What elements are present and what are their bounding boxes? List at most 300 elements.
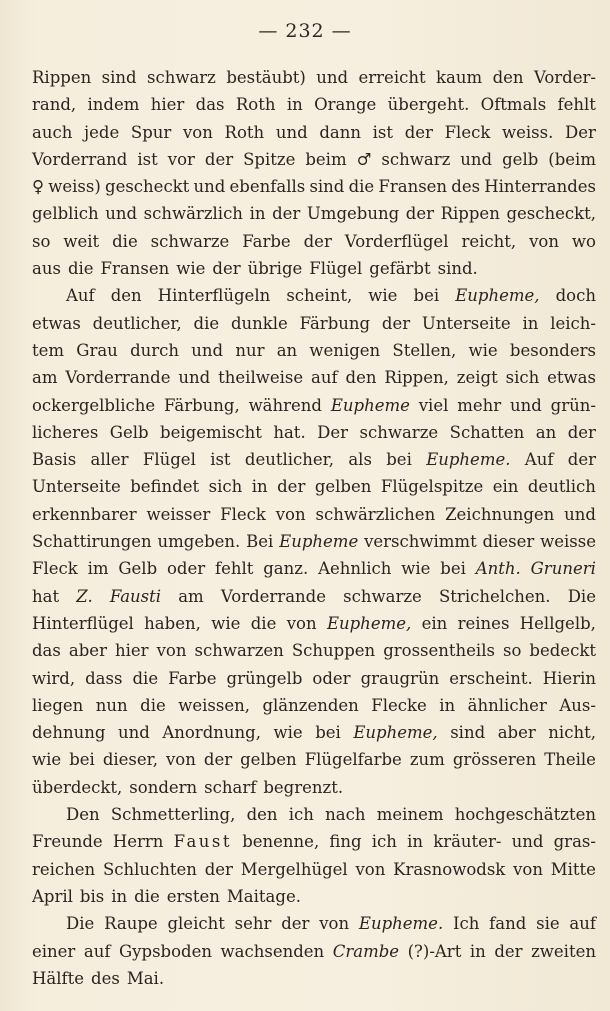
- word: Rippen: [32, 68, 92, 87]
- word: dann: [319, 122, 361, 142]
- word: Raupe: [104, 914, 158, 934]
- word: gescheckt: [105, 177, 190, 197]
- word: Hierin: [542, 668, 596, 688]
- word: bei: [386, 450, 412, 470]
- word: sich: [505, 368, 540, 388]
- text-line: [32, 555, 596, 582]
- word: Hinterrandes: [484, 177, 596, 197]
- body-text: [32, 64, 596, 992]
- word: bei: [69, 750, 95, 770]
- word: weiss.: [502, 122, 554, 142]
- word: Flecke: [371, 695, 427, 715]
- word: grossentheils: [383, 641, 495, 661]
- word: in: [439, 695, 456, 715]
- word: erreicht: [358, 68, 426, 87]
- word: nach: [325, 805, 366, 825]
- word: nur: [235, 340, 265, 360]
- word: Basis: [32, 450, 77, 470]
- word: ist: [210, 450, 231, 470]
- word: von: [286, 613, 317, 633]
- word: nun: [95, 695, 128, 715]
- word: Theile: [544, 750, 596, 770]
- word: ockergelbliche: [32, 395, 156, 415]
- word: sind: [450, 723, 486, 743]
- word: den: [110, 286, 142, 306]
- word: und: [193, 177, 226, 197]
- text-line: [32, 310, 596, 337]
- word: ersten: [166, 886, 220, 906]
- word: aber: [497, 723, 536, 743]
- word: Orange: [314, 95, 377, 115]
- text-line: [32, 392, 596, 419]
- italic-word: Anth.: [475, 559, 521, 579]
- word: der: [277, 477, 306, 497]
- word: Unterseite: [421, 313, 511, 333]
- word: (?)-Art: [407, 941, 462, 961]
- word: der: [212, 259, 241, 279]
- word: Mergelhügel: [240, 859, 348, 879]
- word: den: [246, 805, 278, 825]
- word: und: [117, 723, 150, 743]
- word: der: [303, 231, 332, 251]
- italic-word: Eupheme,: [455, 286, 540, 306]
- word: aus: [32, 259, 61, 279]
- word: tem: [32, 340, 65, 360]
- word: von: [275, 504, 306, 524]
- word: bedeckt: [529, 641, 596, 661]
- text-line: [32, 419, 596, 446]
- word: Vorderrande: [220, 586, 326, 606]
- word: gelben: [240, 750, 297, 770]
- word: glänzenden: [262, 695, 359, 715]
- word: schwärzlich: [143, 204, 243, 224]
- italic-word: Gruneri: [530, 559, 596, 579]
- word: von: [182, 122, 213, 142]
- text-line: [32, 719, 596, 746]
- word: Oftmals: [480, 95, 547, 115]
- word: schwarzen: [194, 641, 284, 661]
- word: Vorderrand: [32, 149, 128, 169]
- word: Färbung: [299, 313, 371, 333]
- word: gelblich: [32, 204, 99, 224]
- word: hat.: [273, 422, 306, 442]
- word: Maitage.: [226, 886, 301, 906]
- word: in: [111, 886, 128, 906]
- word: die: [140, 695, 166, 715]
- word: jede: [84, 122, 120, 142]
- word: an: [276, 340, 298, 360]
- word: grösseren: [452, 750, 537, 770]
- word: das: [32, 641, 61, 661]
- word: Stellen,: [392, 340, 457, 360]
- text-line: [32, 173, 596, 200]
- word: grün-: [550, 395, 596, 415]
- word: Flügel: [142, 450, 196, 470]
- word: gescheckt,: [506, 204, 596, 224]
- word: ist: [137, 149, 158, 169]
- word: Freunde: [32, 832, 103, 852]
- word: an: [535, 422, 557, 442]
- word: und: [511, 832, 544, 852]
- word: den: [345, 368, 377, 388]
- word: wie: [176, 259, 206, 279]
- word: Auf: [66, 286, 95, 306]
- word: Grau: [76, 340, 118, 360]
- word: den: [492, 68, 524, 87]
- word: ♀: [32, 177, 45, 197]
- word: sondern: [129, 777, 198, 797]
- text-line: [32, 746, 596, 773]
- word: der: [204, 149, 234, 169]
- italic-word: Crambe: [332, 941, 400, 961]
- word: zeigt: [456, 368, 498, 388]
- text-line: [32, 856, 596, 883]
- word: in: [249, 204, 266, 224]
- word: aber: [68, 641, 107, 661]
- word: so: [502, 641, 522, 661]
- word: Der: [565, 122, 596, 142]
- word: licheres: [32, 422, 99, 442]
- word: sich: [208, 477, 243, 497]
- word: und: [105, 204, 138, 224]
- word: der: [203, 750, 233, 770]
- word: etwas: [32, 313, 81, 333]
- word: bei: [315, 723, 341, 743]
- word: zum: [409, 750, 445, 770]
- word: am: [32, 368, 58, 388]
- word: weisser: [146, 504, 211, 524]
- word: rand,: [32, 95, 77, 115]
- word: Bei: [246, 532, 274, 552]
- word: wie: [401, 559, 431, 579]
- word: Die: [66, 914, 95, 934]
- word: viel: [418, 395, 449, 415]
- word: oder: [167, 559, 206, 579]
- word: hier: [150, 95, 185, 115]
- word: auf: [83, 941, 111, 961]
- text-line: [32, 774, 596, 801]
- word: bei: [440, 559, 466, 579]
- word: fand: [489, 914, 527, 934]
- word: Farbe: [242, 231, 291, 251]
- word: Gelb: [109, 422, 149, 442]
- word: wo: [571, 231, 596, 251]
- word: besonders: [509, 340, 596, 360]
- word: der: [405, 204, 434, 224]
- word: übergeht.: [387, 95, 470, 115]
- word: und: [460, 149, 493, 169]
- word: Hinterflügel: [32, 613, 134, 633]
- word: Fransen: [100, 259, 170, 279]
- word: die: [193, 313, 220, 333]
- text-line: [32, 801, 596, 828]
- word: bestäubt): [226, 68, 306, 87]
- word: sind: [309, 177, 345, 197]
- word: so: [32, 231, 51, 251]
- word: etwas: [547, 368, 596, 388]
- word: bei: [413, 286, 440, 306]
- italic-word: Eupheme.: [358, 914, 444, 934]
- word: auf: [311, 368, 338, 388]
- word: Spitze: [243, 149, 296, 169]
- word: doch: [555, 286, 596, 306]
- word: Die: [567, 586, 596, 606]
- word: am: [178, 586, 204, 606]
- word: Schatten: [449, 422, 525, 442]
- word: ♂: [356, 149, 372, 169]
- word: meinem: [376, 805, 444, 825]
- text-line: [32, 228, 596, 255]
- word: Mai.: [126, 968, 165, 988]
- italic-word: Eupheme.: [426, 450, 511, 470]
- word: fehlt: [557, 95, 596, 115]
- text-line: [32, 501, 596, 528]
- word: und: [564, 504, 596, 524]
- text-line: [32, 255, 596, 282]
- word: ähnlicher: [467, 695, 547, 715]
- word: schwarze: [150, 231, 230, 251]
- text-line: [32, 938, 596, 965]
- text-line: [32, 146, 596, 173]
- word: bis: [79, 886, 105, 906]
- italic-word: Eupheme: [330, 395, 410, 415]
- word: scheint,: [286, 286, 353, 306]
- word: Unterseite: [32, 477, 121, 497]
- word: die: [250, 613, 277, 633]
- italic-word: Z.: [76, 586, 93, 606]
- word: fehlt: [215, 559, 254, 579]
- word: Gypsboden: [119, 941, 212, 961]
- word: beigemischt: [160, 422, 262, 442]
- word: Roth: [224, 122, 265, 142]
- word: einer: [32, 941, 76, 961]
- text-line: [32, 828, 596, 855]
- word: Anordnung,: [162, 723, 261, 743]
- word: Fleck: [220, 504, 266, 524]
- word: fing: [329, 832, 362, 852]
- word: gelben: [314, 477, 372, 497]
- word: Zeichnungen: [445, 504, 555, 524]
- word: Gelb: [118, 559, 158, 579]
- word: hat: [32, 586, 60, 606]
- word: auch: [32, 122, 73, 142]
- word: von: [355, 859, 386, 879]
- word: gleicht: [167, 914, 225, 934]
- word: dieser: [482, 532, 535, 552]
- word: vor: [167, 149, 195, 169]
- word: in: [469, 941, 486, 961]
- word: schwarz: [147, 68, 216, 87]
- word: Rippen,: [384, 368, 449, 388]
- word: Spur: [130, 122, 172, 142]
- word: hochgeschätzten: [454, 805, 596, 825]
- word: Farbe: [168, 668, 217, 688]
- text-line: [32, 528, 596, 555]
- word: wie: [368, 286, 398, 306]
- word: oder: [312, 668, 351, 688]
- word: dass: [85, 668, 123, 688]
- word: das: [195, 95, 225, 115]
- italic-word: Fausti: [109, 586, 162, 606]
- word: schwarze: [343, 586, 422, 606]
- word: Hellgelb,: [519, 613, 596, 633]
- text-line: [32, 446, 596, 473]
- text-line: [32, 692, 596, 719]
- word: von: [513, 859, 543, 879]
- word: umgeben.: [157, 532, 241, 552]
- word: Strichelchen.: [439, 586, 551, 606]
- word: in: [286, 95, 303, 115]
- word: übrige: [247, 259, 303, 279]
- word: deutlicher,: [92, 313, 182, 333]
- word: sind.: [437, 259, 478, 279]
- page-number: — 232 —: [258, 20, 352, 42]
- word: ein: [492, 477, 519, 497]
- word: benenne,: [242, 832, 320, 852]
- word: ganz.: [263, 559, 309, 579]
- word: reichen: [32, 859, 96, 879]
- word: wird,: [32, 668, 76, 688]
- word: wie: [468, 340, 498, 360]
- word: reines: [457, 613, 510, 633]
- word: überdeckt,: [32, 777, 123, 797]
- word: kräuter-: [433, 832, 502, 852]
- word: Schattirungen: [32, 532, 152, 552]
- word: Faust: [173, 832, 233, 852]
- word: indem: [87, 95, 140, 115]
- word: leich-: [550, 313, 596, 333]
- word: Fleck: [444, 122, 491, 142]
- word: wenigen: [309, 340, 381, 360]
- word: Krasnowodsk: [393, 859, 506, 879]
- text-line: [32, 883, 596, 910]
- italic-word: Eupheme,: [353, 723, 438, 743]
- word: schwärzlichen: [315, 504, 436, 524]
- word: weisse: [540, 532, 596, 552]
- word: in: [251, 477, 268, 497]
- word: mehr: [457, 395, 502, 415]
- word: sehr: [234, 914, 272, 934]
- word: im: [87, 559, 109, 579]
- word: graugrün: [360, 668, 440, 688]
- word: von: [165, 750, 196, 770]
- word: schwarze: [359, 422, 439, 442]
- word: ich: [288, 805, 314, 825]
- word: Schmetterling,: [110, 805, 236, 825]
- text-line: [32, 200, 596, 227]
- word: sind: [101, 68, 137, 87]
- word: und: [191, 340, 224, 360]
- word: als: [348, 450, 372, 470]
- word: der: [281, 914, 310, 934]
- word: Vorderrande: [65, 368, 171, 388]
- word: haben,: [144, 613, 201, 633]
- word: ist: [372, 122, 394, 142]
- word: der: [494, 941, 523, 961]
- word: Flügelspitze: [380, 477, 484, 497]
- word: von: [319, 914, 350, 934]
- word: Roth: [235, 95, 276, 115]
- word: Färbung,: [164, 395, 240, 415]
- word: der: [272, 204, 301, 224]
- word: dieser,: [102, 750, 158, 770]
- italic-word: Eupheme,: [326, 613, 412, 633]
- word: dehnung: [32, 723, 106, 743]
- text-line: [32, 637, 596, 664]
- word: erkennbarer: [32, 504, 137, 524]
- text-line: [32, 583, 596, 610]
- word: ebenfalls: [229, 177, 306, 197]
- word: während: [248, 395, 322, 415]
- word: und: [510, 395, 542, 415]
- word: Herrn: [112, 832, 164, 852]
- word: ich: [371, 832, 397, 852]
- word: in: [522, 313, 539, 333]
- word: ein: [421, 613, 448, 633]
- word: die: [348, 177, 375, 197]
- word: (beim: [548, 149, 596, 169]
- text-line: [32, 282, 596, 309]
- word: erscheint.: [449, 668, 533, 688]
- word: hier: [115, 641, 149, 661]
- word: liegen: [32, 695, 84, 715]
- text-line: [32, 665, 596, 692]
- word: kaum: [436, 68, 483, 87]
- word: Auf: [524, 450, 554, 470]
- word: die: [134, 886, 160, 906]
- word: Fleck: [32, 559, 78, 579]
- text-line: [32, 337, 596, 364]
- word: der: [567, 422, 596, 442]
- word: der: [567, 450, 596, 470]
- word: grüngelb: [226, 668, 303, 688]
- word: gras-: [553, 832, 596, 852]
- text-line: [32, 965, 596, 992]
- word: Vorderflügel: [344, 231, 449, 251]
- word: Aehnlich: [318, 559, 392, 579]
- word: wie: [273, 723, 303, 743]
- word: Ich: [452, 914, 480, 934]
- word: auf: [569, 914, 596, 934]
- word: des: [451, 177, 481, 197]
- word: wie: [32, 750, 62, 770]
- word: Hälfte: [32, 968, 85, 988]
- word: dunkle: [230, 313, 288, 333]
- word: Den: [66, 805, 100, 825]
- word: der: [381, 313, 411, 333]
- word: und: [316, 68, 349, 87]
- word: beim: [305, 149, 347, 169]
- text-line: [32, 610, 596, 637]
- word: der: [404, 122, 433, 142]
- italic-word: Eupheme: [279, 532, 359, 552]
- word: und: [275, 122, 308, 142]
- word: der: [204, 859, 233, 879]
- text-line: [32, 364, 596, 391]
- word: und: [178, 368, 211, 388]
- word: reicht,: [461, 231, 517, 251]
- word: deutlicher,: [244, 450, 334, 470]
- word: Mitte: [550, 859, 596, 879]
- word: begrenzt.: [263, 777, 344, 797]
- word: deutlich: [527, 477, 596, 497]
- word: Der: [317, 422, 349, 442]
- word: Schuppen: [291, 641, 376, 661]
- word: die: [132, 668, 159, 688]
- word: Flügelfarbe: [304, 750, 402, 770]
- word: Aus-: [559, 695, 596, 715]
- word: schwarz: [381, 149, 451, 169]
